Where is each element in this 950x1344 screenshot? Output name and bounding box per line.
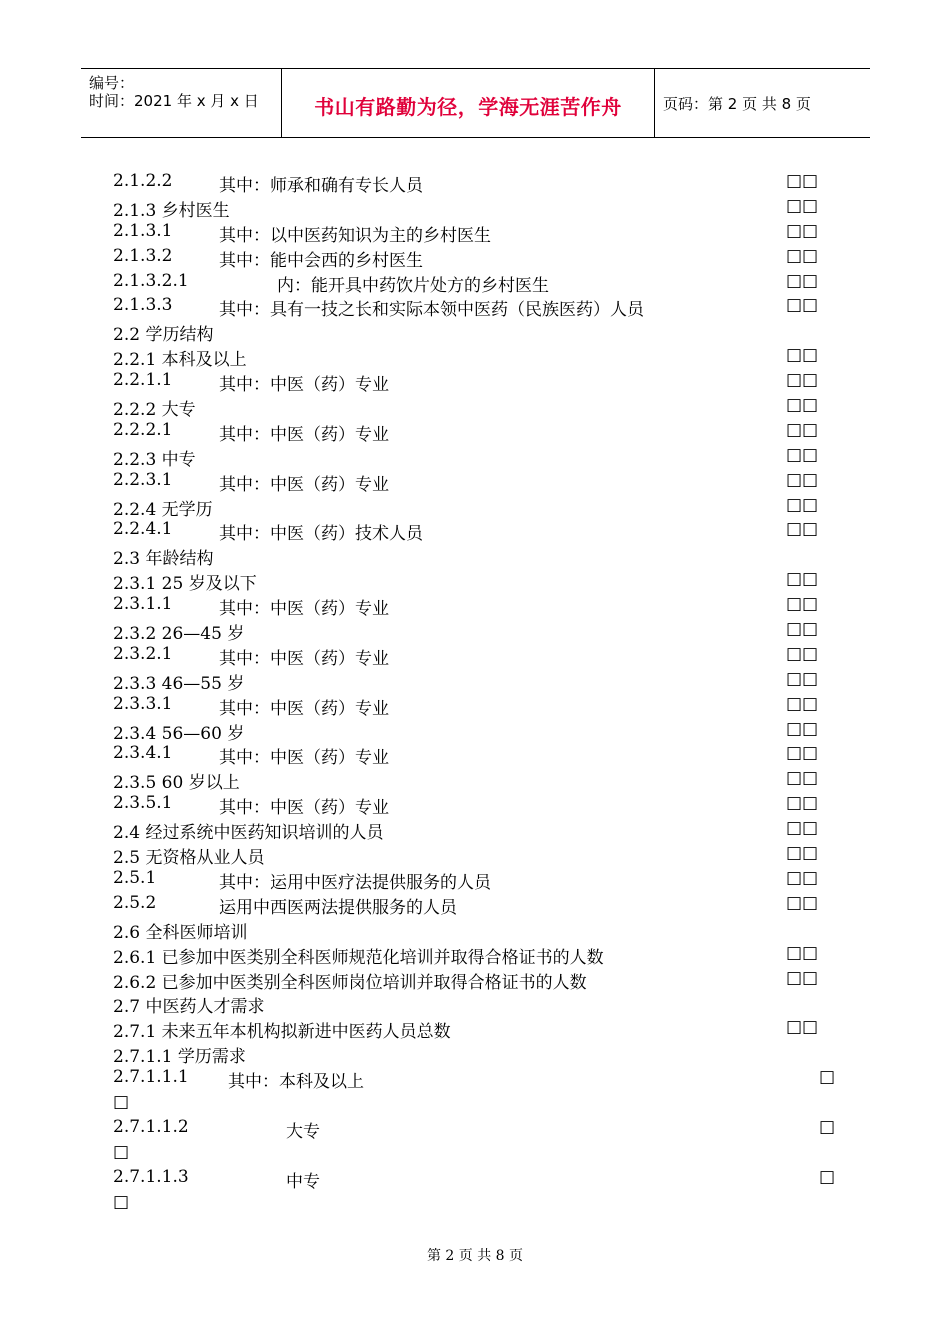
form-row-continuation (113, 1091, 833, 1116)
checkbox[interactable]: □ (113, 1191, 130, 1212)
form-row (113, 792, 833, 817)
form-row (113, 195, 833, 220)
row-number: 2.5.2 (113, 892, 157, 913)
checkbox-pair[interactable]: □□ (786, 693, 819, 714)
row-label: 其中：具有一技之长和实际本领中医药（民族医药）人员 (219, 300, 644, 321)
row-label: 其中：中医（药）专业 (219, 698, 389, 719)
form-row (113, 294, 833, 319)
row-number: 2.6.1 已参加中医类别全科医师规范化培训并取得合格证书的人数 (113, 947, 604, 968)
checkbox-pair[interactable]: □□ (786, 345, 819, 366)
form-row-wrapped (113, 1116, 836, 1142)
form-row (113, 718, 833, 743)
row-number: 2.3.2 26—45 岁 (113, 624, 245, 645)
checkbox-pair[interactable]: □□ (786, 594, 819, 615)
checkbox-pair[interactable]: □□ (786, 942, 819, 963)
form-row (113, 767, 833, 792)
checkbox-pair[interactable]: □□ (786, 967, 819, 988)
row-label: 其中：师承和确有专长人员 (219, 176, 423, 196)
row-number: 2.3.2.1 (113, 643, 173, 664)
checkbox-pair[interactable]: □□ (786, 270, 819, 291)
form-row (113, 319, 833, 344)
form-row (113, 742, 833, 767)
form-row (113, 270, 833, 295)
row-number: 2.2.2.1 (113, 419, 173, 440)
row-number: 2.3.1.1 (113, 594, 173, 615)
row-label: 其中：能中会西的乡村医生 (219, 250, 423, 271)
row-label: 其中：中医（药）专业 (219, 599, 389, 620)
checkbox-pair[interactable]: □□ (786, 469, 819, 490)
row-label: 其中：中医（药）技术人员 (219, 524, 423, 545)
checkbox-pair[interactable]: □□ (786, 718, 819, 739)
form-row (113, 842, 833, 867)
form-row (113, 618, 833, 643)
row-number: 2.2.4 无学历 (113, 499, 213, 520)
form-row (113, 543, 833, 568)
checkbox-pair[interactable]: □□ (786, 295, 819, 316)
row-number: 2.3.1 25 岁及以下 (113, 574, 257, 595)
motto: 书山有路勤为径，学海无涯苦作舟 (314, 95, 622, 119)
form-row (113, 1041, 833, 1066)
row-number: 2.2.2 大专 (113, 400, 196, 421)
row-label: 大专 (286, 1121, 320, 1142)
form-row (113, 245, 833, 270)
row-number: 2.2.1 本科及以上 (113, 350, 247, 371)
checkbox[interactable]: □ (819, 1067, 836, 1088)
checkbox-pair[interactable]: □□ (786, 793, 819, 814)
form-row (113, 444, 833, 469)
checkbox-pair[interactable]: □□ (786, 419, 819, 440)
row-number: 2.2.3.1 (113, 469, 173, 490)
form-row (113, 967, 833, 992)
checkbox-pair[interactable]: □□ (786, 867, 819, 888)
form-row (113, 469, 833, 494)
checkbox-pair[interactable]: □□ (786, 619, 819, 640)
form-row-continuation (113, 1141, 833, 1166)
header-meta (81, 69, 282, 137)
checkbox-pair[interactable]: □□ (786, 643, 819, 664)
form-row (113, 817, 833, 842)
form-row (113, 369, 833, 394)
row-number: 2.4 经过系统中医药知识培训的人员 (113, 823, 384, 844)
form-row (113, 344, 833, 369)
checkbox-pair[interactable]: □□ (786, 171, 819, 191)
form-row (113, 170, 833, 195)
checkbox-pair[interactable]: □□ (786, 1017, 819, 1038)
checkbox-pair[interactable]: □□ (786, 569, 819, 590)
form-row-wrapped (113, 1066, 836, 1093)
form-row (113, 693, 833, 718)
row-number: 2.1.3.2 (113, 245, 173, 266)
checkbox-pair[interactable]: □□ (786, 370, 819, 391)
row-number: 2.3 年龄结构 (113, 549, 214, 570)
checkbox-pair[interactable]: □□ (786, 743, 819, 764)
checkbox-pair[interactable]: □□ (786, 768, 819, 789)
form-row (113, 867, 833, 892)
row-number: 2.3.5.1 (113, 793, 173, 814)
checkbox[interactable]: □ (113, 1091, 130, 1112)
row-label: 其中：以中医药知识为主的乡村医生 (219, 225, 491, 246)
form-row-wrapped (113, 1166, 836, 1192)
row-number: 2.3.4.1 (113, 743, 173, 764)
row-number: 2.1.3 乡村医生 (113, 200, 230, 221)
row-number: 2.6.2 已参加中医类别全科医师岗位培训并取得合格证书的人数 (113, 972, 587, 993)
form-row (113, 494, 833, 519)
row-number: 2.1.3.1 (113, 220, 173, 241)
row-number: 2.3.3 46—55 岁 (113, 673, 245, 694)
document-date: 时间：2021 年 x 月 x 日 (89, 92, 259, 110)
checkbox-pair[interactable]: □□ (786, 494, 819, 515)
row-label: 其中：中医（药）专业 (219, 748, 389, 769)
checkbox[interactable]: □ (819, 1166, 836, 1187)
checkbox-pair[interactable]: □□ (786, 395, 819, 416)
form-row (113, 1016, 833, 1041)
document-number-label: 编号： (89, 74, 135, 92)
checkbox-pair[interactable]: □□ (786, 843, 819, 864)
row-number: 2.1.3.3 (113, 295, 173, 316)
row-label: 其中：本科及以上 (228, 1072, 364, 1093)
row-number: 2.1.2.2 (113, 171, 173, 191)
form-row (113, 394, 833, 419)
row-number: 2.7 中医药人才需求 (113, 997, 265, 1018)
row-number: 2.2.4.1 (113, 519, 173, 540)
row-label: 运用中西医两法提供服务的人员 (219, 897, 457, 918)
form-row (113, 892, 833, 917)
form-row (113, 991, 833, 1016)
row-number: 2.7.1.1.1 (113, 1067, 189, 1088)
form-row (113, 518, 833, 543)
row-number: 2.5.1 (113, 867, 157, 888)
header-page-info: 页码：第 2 页 共 8 页 (663, 95, 811, 113)
form-row (113, 643, 833, 668)
row-number: 2.3.3.1 (113, 693, 173, 714)
form-row (113, 668, 833, 693)
checkbox-pair[interactable]: □□ (786, 245, 819, 266)
row-number: 2.2.1.1 (113, 370, 173, 391)
row-number: 2.6 全科医师培训 (113, 922, 248, 943)
form-row (113, 568, 833, 593)
checkbox-pair[interactable]: □□ (786, 444, 819, 465)
checkbox-pair[interactable]: □□ (786, 195, 819, 216)
form-row (113, 917, 833, 942)
form-row (113, 220, 833, 245)
row-label: 其中：中医（药）专业 (219, 798, 389, 819)
checkbox-pair[interactable]: □□ (786, 892, 819, 913)
checkbox[interactable]: □ (819, 1116, 836, 1137)
row-number: 2.1.3.2.1 (113, 270, 189, 291)
row-label: 内：能开具中药饮片处方的乡村医生 (277, 275, 549, 296)
checkbox-pair[interactable]: □□ (786, 220, 819, 241)
page-header (81, 68, 870, 138)
form-row (113, 942, 833, 967)
checkbox-pair[interactable]: □□ (786, 818, 819, 839)
row-number: 2.2 学历结构 (113, 325, 214, 346)
page-footer: 第 2 页 共 8 页 (426, 1248, 524, 1264)
checkbox[interactable]: □ (113, 1141, 130, 1162)
row-label: 其中：中医（药）专业 (219, 424, 389, 445)
row-label: 其中：中医（药）专业 (219, 648, 389, 669)
form-row (113, 419, 833, 444)
row-number: 2.2.3 中专 (113, 449, 196, 470)
header-motto-cell (282, 69, 655, 137)
form-row (113, 593, 833, 618)
row-label: 其中：运用中医疗法提供服务的人员 (219, 872, 491, 893)
row-label: 中专 (286, 1171, 320, 1192)
row-number: 2.3.5 60 岁以上 (113, 773, 240, 794)
row-label: 其中：中医（药）专业 (219, 474, 389, 495)
row-number: 2.5 无资格从业人员 (113, 848, 265, 869)
row-number: 2.7.1.1 学历需求 (113, 1047, 246, 1068)
checkbox-pair[interactable]: □□ (786, 519, 819, 540)
row-number: 2.7.1.1.3 (113, 1166, 189, 1187)
row-number: 2.7.1.1.2 (113, 1116, 189, 1137)
checkbox-pair[interactable]: □□ (786, 668, 819, 689)
row-number: 2.7.1 未来五年本机构拟新进中医药人员总数 (113, 1022, 451, 1043)
form-row-continuation (113, 1191, 833, 1216)
row-label: 其中：中医（药）专业 (219, 375, 389, 396)
row-number: 2.3.4 56—60 岁 (113, 723, 245, 744)
form-body (113, 170, 836, 1215)
